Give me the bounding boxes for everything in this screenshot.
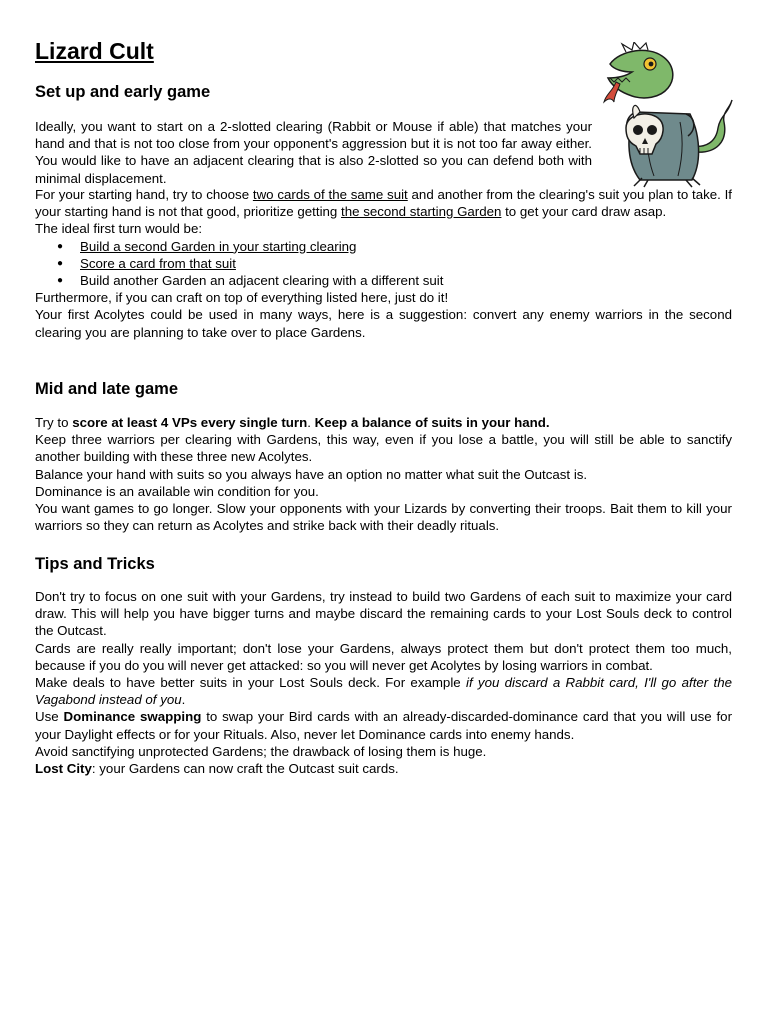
midgame-score-text-a: Try to (35, 415, 73, 430)
midgame-text-score (35, 414, 732, 431)
tips-swap-text-a: Use (35, 709, 64, 725)
first-turn-item-adjacent-garden (35, 272, 732, 289)
lizard-with-skull-illustration (596, 42, 734, 188)
first-turn-item-label: Build another Garden an adjacent clearing with a different suit (80, 273, 444, 289)
setup-text-ideal-turn: The ideal first turn would be: (35, 221, 203, 237)
tips-swap-text-c: to swap your Bird cards with an already-discarded-dominance card that you will use for your Daylight effects or for your Rituals. Also, never let Dominance cards into enemy hands. (35, 709, 732, 742)
setup-hand-text-b: and another from the clearing's suit you plan to take. If your starting hand is not that good, prioritize getting (35, 187, 732, 220)
setup-hand-text-c: to get your card draw asap. (501, 204, 667, 220)
tips-deals-text-b: . (181, 692, 186, 708)
setup-text-starting-hand (35, 186, 732, 220)
midgame-text-dominance: Dominance is an available win condition for you. (35, 483, 319, 499)
first-turn-item-build-garden (35, 238, 732, 255)
tips-text-cards-important: Cards are really really important; don't lose your Gardens, always protect them but don't protect them too much, because if you do you will never get attacked: so you will never get Acolytes by losing warriors in combat. (35, 640, 732, 673)
setup-text-craft: Furthermore, if you can craft on top of everything listed here, just do it! (35, 290, 449, 306)
tips-lost-city-bold: Lost City (35, 761, 92, 777)
section-heading-midgame: Mid and late game (35, 380, 179, 398)
midgame-text-longer-games: You want games to go longer. Slow your opponents with your Lizards by converting their troops. Bait them to kill your warriors so they can return as Acolytes and strike back with their deadly rituals. (35, 501, 732, 534)
tips-deals-italic: if you discard a Rabbit card, I'll go after the Vagabond instead of you (35, 675, 732, 708)
midgame-score-bold: score at least 4 VPs every single turn (72, 415, 308, 430)
tips-text-gardens-suits: Don't try to focus on one suit with your Gardens, try instead to build two Gardens of each suit to maximize your card draw. This will help you have bigger turns and maybe discard the remaining cards to your Lost Souls deck to control the Outcast. (35, 589, 732, 639)
first-turn-item-score-card (35, 255, 732, 272)
first-turn-list (35, 238, 732, 290)
page-title: Lizard Cult (35, 38, 154, 64)
setup-hand-underline-second-garden: the second starting Garden (341, 204, 502, 220)
first-turn-item-label: Build a second Garden in your starting clearing (80, 238, 357, 254)
midgame-text-balance-hand: Balance your hand with suits so you always have an option no matter what suit the Outcast is. (35, 466, 588, 482)
first-turn-item-label: Score a card from that suit (80, 255, 236, 271)
tips-text-sanctifying: Avoid sanctifying unprotected Gardens; the drawback of losing them is huge. (35, 743, 487, 759)
section-heading-tips: Tips and Tricks (35, 555, 155, 573)
setup-hand-text-a: For your starting hand, try to choose (35, 187, 253, 202)
midgame-section-body (35, 414, 732, 534)
setup-paragraph-1 (35, 118, 592, 187)
tips-text-lost-city (35, 760, 732, 777)
setup-hand-underline-same-suit: two cards of the same suit (252, 187, 408, 202)
midgame-balance-bold: Keep a balance of suits in your hand. (314, 415, 550, 430)
tips-deals-text-a: Make deals to have better suits in your Lost Souls deck. For example (35, 675, 466, 691)
section-heading-setup: Set up and early game (35, 83, 211, 101)
setup-text-acolytes: Your first Acolytes could be used in many ways, here is a suggestion: convert any enemy warriors in the second clearing you are planning to take over to place Gardens. (35, 307, 732, 340)
setup-text-start-clearing: Ideally, you want to start on a 2-slotted clearing (Rabbit or Mouse if able) that matches your hand and that is not too close from your opponent's aggression but it is not too far away either. You would like to have an adjacent clearing that is also 2-slotted so you can defend both with minimal displacement. (35, 119, 592, 186)
tips-lost-city-text: : your Gardens can now craft the Outcast suit cards. (91, 761, 399, 777)
midgame-text-three-warriors: Keep three warriors per clearing with Gardens, this way, even if you lose a battle, you will still be able to sanctify another building with these three new Acolytes. (35, 432, 732, 465)
tips-swap-bold: Dominance swapping (63, 709, 202, 725)
midgame-score-text-c: . (307, 415, 315, 430)
setup-section-body (35, 186, 732, 341)
tips-section-body (35, 588, 732, 777)
tips-text-deals (35, 674, 732, 708)
tips-text-dominance-swapping (35, 708, 732, 742)
